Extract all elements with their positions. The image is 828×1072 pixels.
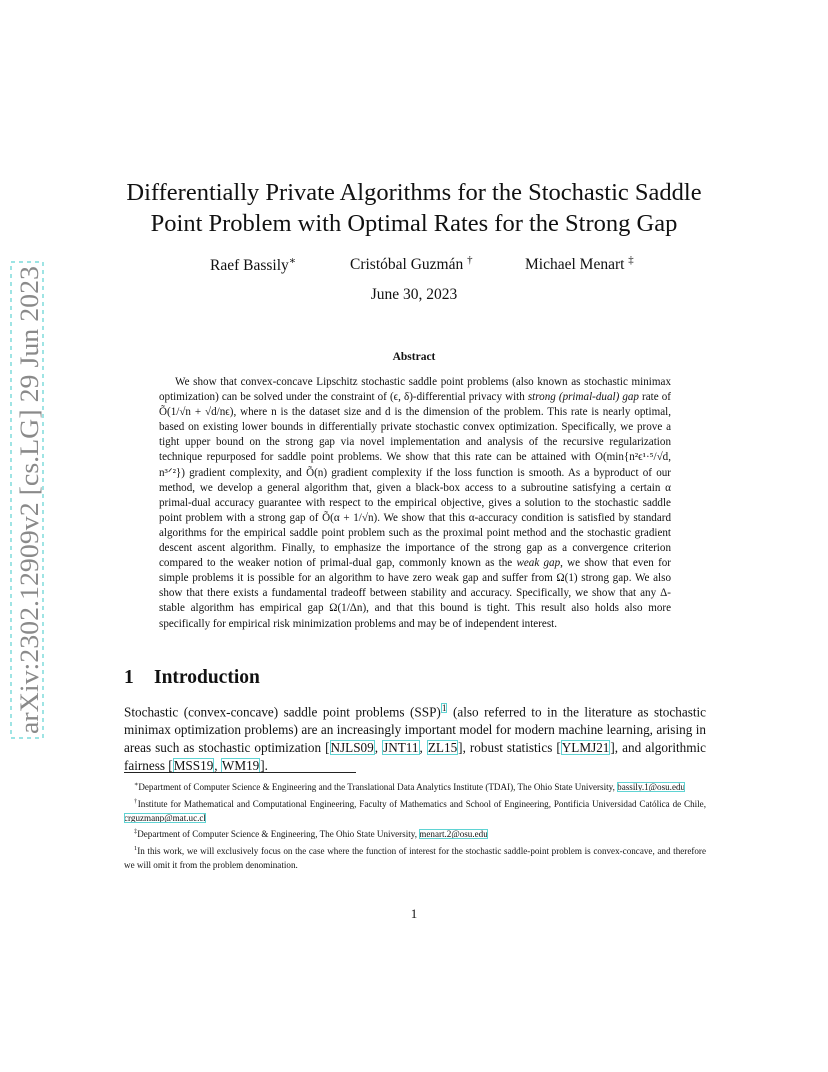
title-line-2: Point Problem with Optimal Rates for the Strong Gap xyxy=(150,210,678,237)
section-number: 1 xyxy=(124,667,134,688)
author-1: Raef Bassily∗ xyxy=(210,255,297,275)
section-heading xyxy=(124,667,260,689)
footnote-link-1[interactable]: 1 xyxy=(441,703,447,713)
footnotes xyxy=(124,778,706,873)
author-3-mark[interactable]: ‡ xyxy=(628,254,634,266)
footnote-item: †Institute for Mathematical and Computational Engineering, Faculty of Mathematics and School of Engineering, Pontificia Universidad Católica de Chile, crguzmanp@mat.uc.cl xyxy=(124,797,706,823)
email-link[interactable]: crguzmanp@mat.uc.cl xyxy=(124,812,206,823)
abstract-heading: Abstract xyxy=(392,351,436,363)
author-2-mark[interactable]: † xyxy=(467,254,473,266)
footnote-item: ∗Department of Computer Science & Engineering and the Translational Data Analytics Institute (TDAI), The Ohio State University, bassily.1@osu.edu xyxy=(134,781,686,793)
citation-link[interactable]: YLMJ21 xyxy=(561,740,610,756)
email-link[interactable]: menart.2@osu.edu xyxy=(419,829,488,840)
citation-link[interactable]: NJLS09 xyxy=(330,740,374,756)
title-line-1: Differentially Private Algorithms for the Stochastic Saddle xyxy=(126,179,702,206)
footnote-item: ‡Department of Computer Science & Engineering, The Ohio State University, menart.2@osu.edu xyxy=(134,828,488,840)
citation-link[interactable]: WM19 xyxy=(221,758,260,774)
paper-title xyxy=(100,177,728,239)
citation-link[interactable]: MSS19 xyxy=(173,758,214,774)
abstract-body: We show that convex-concave Lipschitz stochastic saddle point problems (also known as stochastic minimax optimization) can be solved under the constraint of (ϵ, δ)-differential privacy with strong (primal-dual) gap rate of Õ(1/√n + √d/nϵ), where n is the dataset size and d is the dimension of the problem. This rate is nearly optimal, based on existing lower bounds in differentially private stochastic convex optimization. Specifically, we prove a tight upper bound on the strong gap via novel implementation and analysis of the recursive regularization technique repurposed for saddle point problems. We show that this rate can be attained with O(min{n²ϵ¹·⁵/√d, n³ᐟ²}) gradient complexity, and Õ(n) gradient complexity if the loss function is smooth. As a byproduct of our method, we develop a general algorithm that, given a black-box access to a subroutine satisfying a certain α primal-dual accuracy guarantee with respect to the empirical objective, gives a solution to the stochastic saddle point problem with a strong gap of Õ(α + 1/√n). We show that this α-accuracy condition is satisfied by standard algorithms for the empirical saddle point problem such as the proximal point method and the stochastic gradient descent ascent algorithm. Finally, to emphasize the importance of the strong gap as a convergence criterion compared to the weaker notion of primal-dual gap, commonly known as the weak gap, we show that even for simple problems it is possible for an algorithm to have zero weak gap and suffer from Ω(1) strong gap. We also show that there exists a fundamental tradeoff between stability and accuracy. Specifically, we show that any Δ-stable algorithm has empirical gap Ω(1/Δn), and that this bound is tight. This result also holds also more specifically for empirical risk minimization problems and may be of independent interest. xyxy=(159,376,671,630)
arxiv-id[interactable]: arXiv:2302.12909v2 [cs.LG] 29 Jun 2023 xyxy=(15,297,44,734)
citation-link[interactable]: ZL15 xyxy=(427,740,458,756)
footnote-rule xyxy=(124,772,356,773)
footnote-item: $^1$In this work, we will exclusively focus on the case where the function of interest for the stochastic saddle-point problem is convex-concave, and therefore we will omit it from the problem denomination. xyxy=(124,845,706,871)
author-1-mark[interactable]: ∗ xyxy=(288,255,297,267)
section-title: Introduction xyxy=(154,667,260,688)
page-number: 1 xyxy=(410,906,418,921)
email-link[interactable]: bassily.1@osu.edu xyxy=(617,782,686,793)
arxiv-stamp xyxy=(5,260,49,740)
intro-paragraph: Stochastic (convex-concave) saddle point problems (SSP)$^1$ (also referred to in the literature as stochastic minimax optimization problems) are an increasingly important model for modern machine learning, arising in areas such as stochastic optimization [NJLS09, JNT11, ZL15], robust statistics [YLMJ21], and algorithmic fairness [MSS19, WM19]. xyxy=(124,703,707,774)
citation-link[interactable]: JNT11 xyxy=(383,740,419,756)
author-3: Michael Menart ‡ xyxy=(525,254,634,274)
author-2: Cristóbal Guzmán † xyxy=(350,254,473,274)
paper-date: June 30, 2023 xyxy=(370,286,458,303)
